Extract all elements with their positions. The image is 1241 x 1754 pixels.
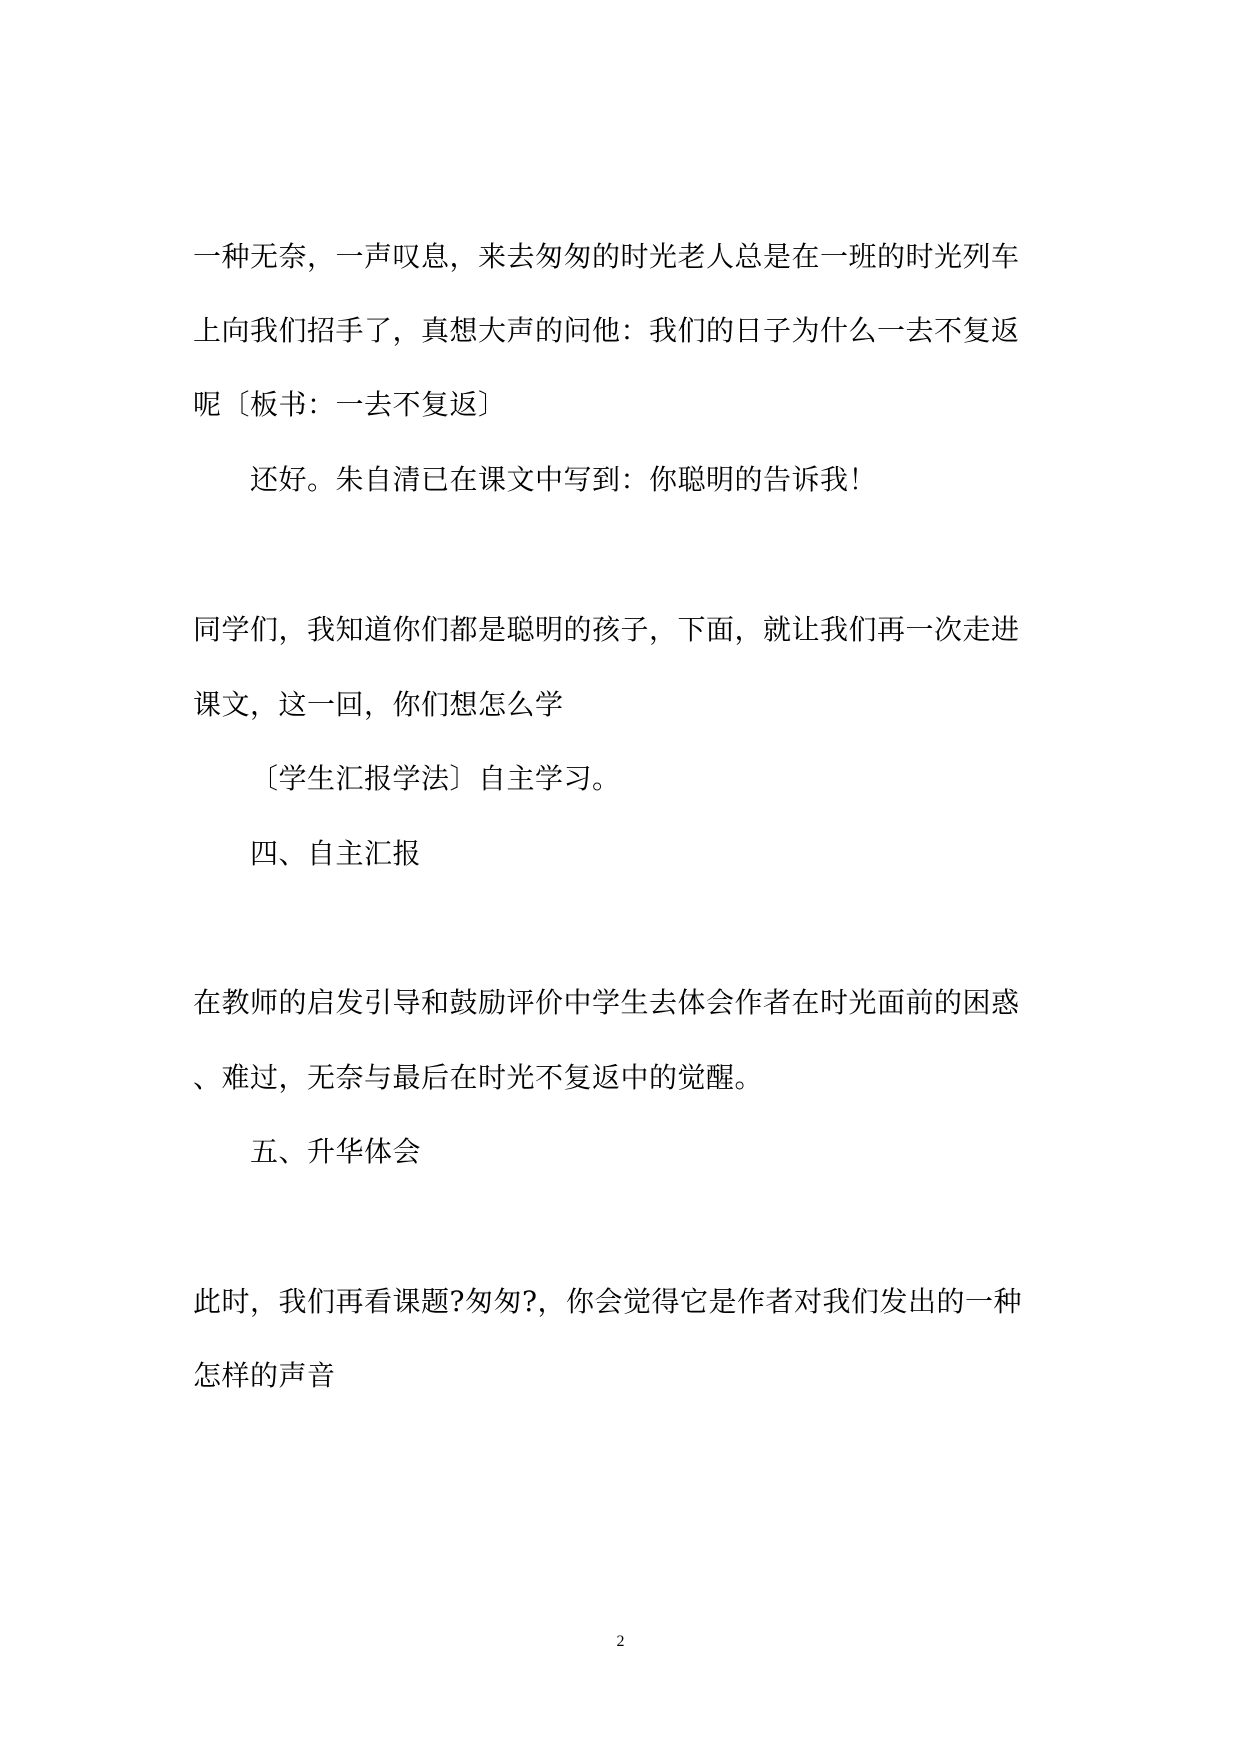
paragraph-line: 一种无奈，一声叹息，来去匆匆的时光老人总是在一班的时光列车 — [193, 240, 1020, 273]
paragraph-line: 此时，我们再看课题?匆匆?，你会觉得它是作者对我们发出的一种 — [193, 1285, 1023, 1318]
page-number: 2 — [616, 1633, 625, 1650]
section-heading: 五、升华体会 — [250, 1135, 422, 1168]
paragraph-line: 怎样的声音 — [193, 1359, 336, 1392]
paragraph-line: 上向我们招手了，真想大声的问他：我们的日子为什么一去不复返 — [193, 314, 1020, 347]
paragraph-line: 、难过，无奈与最后在时光不复返中的觉醒。 — [193, 1061, 764, 1094]
paragraph-line: 同学们，我知道你们都是聪明的孩子，下面，就让我们再一次走进 — [193, 613, 1020, 646]
paragraph-line: 课文，这一回，你们想怎么学 — [193, 688, 564, 721]
paragraph-line: 还好。朱自清已在课文中写到：你聪明的告诉我！ — [250, 463, 878, 496]
paragraph-line: 〔学生汇报学法〕自主学习。 — [250, 762, 621, 795]
paragraph-line: 在教师的启发引导和鼓励评价中学生去体会作者在时光面前的困惑 — [193, 986, 1020, 1019]
paragraph-line: 呢〔板书：一去不复返〕 — [193, 388, 507, 421]
section-heading: 四、自主汇报 — [250, 837, 422, 870]
